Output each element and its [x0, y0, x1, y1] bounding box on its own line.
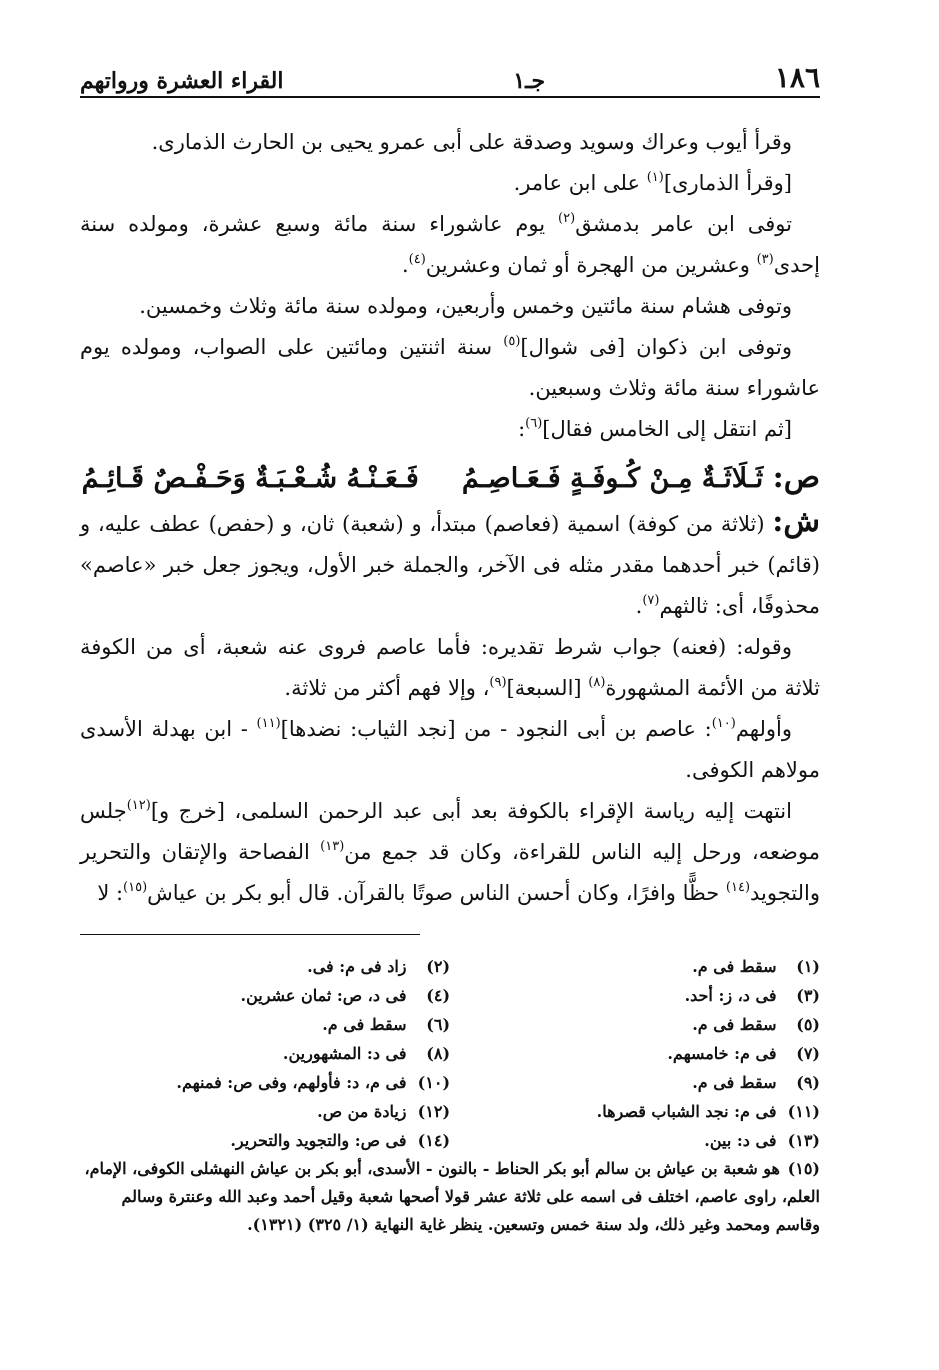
footnote-number: (٦) — [426, 1015, 451, 1034]
footnote-ref: (١١) — [256, 716, 281, 731]
footnote-ref: (١٠) — [711, 716, 736, 731]
footnote-long — [80, 1155, 820, 1239]
footnote-text: فى د، ص: ثمان عشرين. — [240, 986, 407, 1005]
footnote-ref: (١٣) — [320, 839, 345, 854]
footnote-row — [80, 1097, 820, 1126]
footnote-ref: (١) — [646, 170, 664, 185]
footnote-text: فى ص: والتجويد والتحرير. — [230, 1131, 407, 1150]
paragraph: [ثم انتقل إلى الخامس فقال]$^{(٦)}$: — [518, 416, 792, 441]
footnote-row — [80, 952, 820, 981]
footnote-ref: (١٥) — [123, 880, 148, 895]
running-title: القراء العشرة ورواتهم — [80, 68, 284, 94]
footnote-text: سقط فى م. — [692, 957, 777, 976]
footnote-number: (٨) — [426, 1044, 451, 1063]
verse-hemistich-2: فَـعَـنْـهُ شُـعْـبَـةٌ وَحَـفْـصٌ قَـائِـمُ — [81, 463, 419, 494]
paragraph: وتوفى ابن ذكوان [فى شوال]$^{(٥)}$ سنة اثنتين ومائتين على الصواب، ومولده يوم عاشوراء سنة مائة وثلاث وسبعين. — [80, 334, 820, 400]
running-header — [80, 52, 820, 94]
footnote-number: (١١) — [787, 1102, 820, 1121]
footnote-text: فى د، ز: أحد. — [684, 986, 777, 1005]
verse-label: ص: — [772, 460, 820, 495]
footnote-number: (٧) — [796, 1044, 820, 1063]
footnote-ref: (١٤) — [725, 880, 751, 895]
footnote-number: (١٣) — [787, 1131, 820, 1150]
paragraph: وتوفى هشام سنة مائتين وخمس وأربعين، ومولده سنة مائة وثلاث وخمسين. — [139, 294, 792, 318]
volume-label: جـ١ — [513, 68, 546, 94]
footnote-ref: (٢) — [558, 211, 576, 226]
main-text — [80, 122, 820, 914]
footnote-text: هو شعبة بن عياش بن سالم أبو بكر الحناط - بالنون - الأسدى، أبو بكر بن عياش النهشلى الكوفى، الإمام، العلم، راوى عاصم، اختلف فى اسمه على ثلاثة عشر قولا أصحها شعبة وقيل أحمد وعبد الله وعنترة وسالم وقاسم ومحمد وغير ذلك، ولد سنة خمس وتسعين. ينظر غاية النهاية (١/ ٣٢٥) (١٣٢١). — [84, 1159, 820, 1234]
footnote-text: فى د: بين. — [704, 1131, 777, 1150]
footnote-ref: (٣) — [756, 252, 774, 267]
footnote-number: (١٥) — [787, 1159, 820, 1178]
footnote-row — [80, 981, 820, 1010]
footnote-row — [80, 1039, 820, 1068]
footnote-number: (١٠) — [417, 1073, 451, 1092]
paragraph: وأولهم$^{(١٠)}$: عاصم بن أبى النجود - من [نجد الثياب: نضدها]$^{(١١)}$ - ابن بهدلة الأسدى مولاهم الكوفى. — [80, 716, 820, 782]
footnote-number: (٣) — [796, 986, 820, 1005]
poem-verse — [80, 456, 820, 501]
footnote-text: سقط فى م. — [322, 1015, 407, 1034]
page-number: ١٨٦ — [774, 61, 820, 94]
footnote-ref: (١٢) — [126, 798, 151, 813]
footnote-text: زيادة من ص. — [317, 1102, 407, 1121]
footnote-text: فى د: المشهورين. — [282, 1044, 407, 1063]
footnote-number: (١٤) — [417, 1131, 451, 1150]
footnote-number: (٤) — [426, 986, 451, 1005]
footnote-table — [80, 952, 820, 1155]
commentary-paragraph: ش: (ثلاثة من كوفة) اسمية (فعاصم) مبتدأ، و (شعبة) ثان، و (حفص) عطف عليه، و (قائم) خبر أحدهما مقدر مثله فى الآخر، والجملة خبر الأول، ويجوز جعل خبر «عاصم» محذوفًا، أى: ثالثهم$^{(٧)}$. — [80, 504, 820, 618]
paragraph: [وقرأ الذمارى]$^{(١)}$ على ابن عامر. — [513, 170, 792, 195]
footnote-text: فى م: خامسهم. — [667, 1044, 777, 1063]
verse-hemistich-1: ثَـلَاثَـةٌ مِـنْ كُـوفَـةٍ فَـعَـاصِـمُ — [461, 463, 764, 494]
paragraph: وقوله: (فعنه) جواب شرط تقديره: فأما عاصم فروى عنه شعبة، أى من الكوفة ثلاثة من الأئمة المشهورة$^{(٨)}$ [السبعة]$^{(٩)}$، وإلا فهم أكثر من ثلاثة. — [80, 635, 820, 700]
footnote-number: (١) — [796, 957, 820, 976]
commentary-label: ش: — [772, 504, 820, 539]
footnote-number: (٥) — [796, 1015, 820, 1034]
footnote-text: فى م: نجد الشباب قصرها. — [596, 1102, 777, 1121]
footnote-text: فى م، د: فأولهم، وفى ص: فمنهم. — [176, 1073, 407, 1092]
page — [80, 52, 820, 914]
footnote-text: سقط فى م. — [692, 1073, 777, 1092]
footnote-number: (٩) — [796, 1073, 820, 1092]
footnote-number: (١٢) — [417, 1102, 451, 1121]
footnote-ref: (٦) — [525, 416, 543, 431]
footnote-text: سقط فى م. — [692, 1015, 777, 1034]
paragraph: توفى ابن عامر بدمشق$^{(٢)}$ يوم عاشوراء سنة مائة وسبع عشرة، ومولده سنة إحدى$^{(٣)}$ وعشرين من الهجرة أو ثمان وعشرين$^{(٤)}$. — [80, 211, 820, 277]
footnotes — [80, 952, 820, 1239]
paragraph: انتهت إليه رياسة الإقراء بالكوفة بعد أبى عبد الرحمن السلمى، [خرج و]$^{(١٢)}$جلس موضعه، ورحل إليه الناس للقراءة، وكان قد جمع من$^{(١٣)}$ الفصاحة والإتقان والتحرير والتجويد$^{(١٤)}$ حظًّا وافرًا، وكان أحسن الناس صوتًا بالقرآن. قال أبو بكر بن عياش$^{(١٥)}$: لا — [80, 798, 820, 905]
footnote-text: زاد فى م: فى. — [307, 957, 407, 976]
footnote-ref: (٤) — [408, 252, 426, 267]
footnote-ref: (٥) — [503, 334, 521, 349]
footnote-number: (٢) — [426, 957, 451, 976]
paragraph: وقرأ أيوب وعراك وسويد وصدقة على أبى عمرو يحيى بن الحارث الذمارى. — [151, 130, 792, 154]
header-rule — [80, 96, 820, 98]
footnote-row — [80, 1126, 820, 1155]
footnote-separator — [80, 934, 420, 935]
footnote-row — [80, 1010, 820, 1039]
footnote-ref: (٩) — [489, 675, 507, 690]
footnote-row — [80, 1068, 820, 1097]
footnote-ref: (٧) — [642, 593, 660, 608]
footnote-ref: (٨) — [588, 675, 606, 690]
